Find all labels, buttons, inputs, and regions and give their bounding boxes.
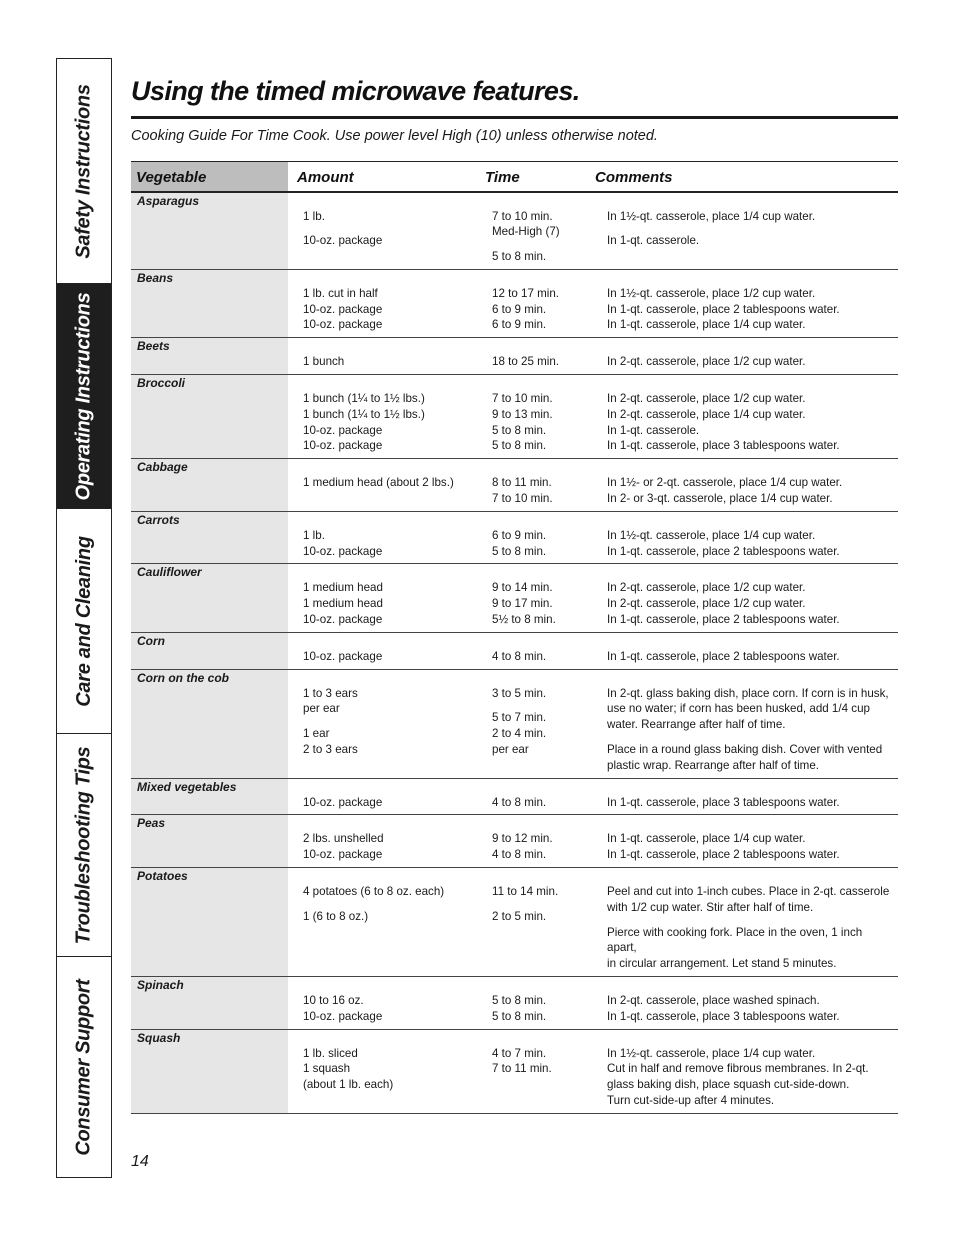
cooking-guide-table [131,161,898,1114]
table-row [131,564,898,632]
amount-line: 10-oz. package [303,795,383,809]
comments-line: In 1½-qt. casserole, place 1/4 cup water. [607,209,816,223]
comments-line: Cut in half and remove fibrous membranes. In 2-qt. [607,1062,869,1076]
time-line: 7 to 10 min. [492,392,553,406]
amount-cell [288,868,477,977]
amount-line: 2 to 3 ears [303,743,358,757]
vegetable-cell: Broccoli [131,375,288,459]
comments-cell [591,192,898,270]
comments-line: In 1-qt. casserole, place 2 tablespoons water. [607,544,840,558]
amount-line: 1 bunch (1¼ to 1½ lbs.) [303,407,425,421]
time-line: 4 to 8 min. [492,649,547,663]
vegetable-cell: Peas [131,815,288,868]
comments-line: In 2-qt. casserole, place 1/2 cup water. [607,355,806,369]
amount-line: 10-oz. package [303,649,383,663]
vegetable-cell: Mixed vegetables [131,778,288,815]
time-line: 7 to 10 min. [492,209,553,223]
time-line: 6 to 9 min. [492,318,547,332]
time-cell [477,459,591,512]
amount-cell [288,778,477,815]
amount-line: 1 lb. [303,209,325,223]
vegetable-cell: Beans [131,269,288,337]
tab-troubleshooting-tips[interactable] [57,734,111,957]
amount-cell [288,269,477,337]
amount-cell [288,977,477,1030]
comments-line: In 2- or 3-qt. casserole, place 1/4 cup water. [607,492,833,506]
table-row [131,192,898,270]
comments-cell [591,564,898,632]
amount-line: 10-oz. package [303,848,383,862]
comments-line: In 1-qt. casserole, place 3 tablespoons water. [607,795,840,809]
amount-cell [288,632,477,669]
comments-cell [591,977,898,1030]
time-line: 9 to 12 min. [492,832,553,846]
table-row [131,977,898,1030]
comments-line: In 1-qt. casserole. [607,234,700,248]
comments-cell [591,459,898,512]
amount-line: 10-oz. package [303,302,383,316]
amount-cell [288,1029,477,1113]
tab-label: Operating Instructions [72,292,95,500]
table-row [131,459,898,512]
table-row [131,778,898,815]
comments-cell [591,375,898,459]
comments-line: in circular arrangement. Let stand 5 minutes. [607,957,837,971]
table-row [131,669,898,778]
comments-line: In 2-qt. casserole, place washed spinach. [607,994,820,1007]
vegetable-cell: Cauliflower [131,564,288,632]
comments-cell [591,269,898,337]
vegetable-cell: Beets [131,338,288,375]
amount-cell [288,338,477,375]
time-line: 4 to 8 min. [492,848,547,862]
amount-cell [288,511,477,564]
amount-line: 10-oz. package [303,1009,383,1023]
time-line: 4 to 8 min. [492,795,547,809]
comments-line: In 1½- or 2-qt. casserole, place 1/4 cup water. [607,476,843,490]
comments-cell [591,868,898,977]
time-line: per ear [492,743,529,757]
tab-consumer-support[interactable] [57,957,111,1177]
comments-cell [591,669,898,778]
amount-line: 1 medium head (about 2 lbs.) [303,476,454,490]
comments-line: In 2-qt. glass baking dish, place corn. If corn is in husk, [607,686,889,700]
amount-line: 1 bunch (1¼ to 1½ lbs.) [303,392,425,406]
amount-cell [288,459,477,512]
comments-line: In 1-qt. casserole, place 2 tablespoons water. [607,649,840,663]
time-line: 5 to 8 min. [492,439,547,453]
column-header-time: Time [477,162,591,192]
amount-line: 10-oz. package [303,544,383,558]
table-row [131,868,898,977]
comments-line: Pierce with cooking fork. Place in the oven, 1 inch apart, [607,925,863,955]
amount-cell [288,815,477,868]
table-body [131,192,898,1114]
amount-line: (about 1 lb. each) [303,1078,394,1092]
time-line: 11 to 14 min. [492,885,559,899]
amount-line: 1 lb. [303,528,325,542]
vegetable-cell: Cabbage [131,459,288,512]
amount-line: per ear [303,702,340,716]
comments-line: Peel and cut into 1-inch cubes. Place in 2-qt. casserole [607,885,890,899]
comments-line: In 1-qt. casserole, place 2 tablespoons water. [607,848,840,862]
section-tabs [56,58,112,1178]
tab-label: Care and Cleaning [72,535,95,707]
time-cell [477,338,591,375]
time-line: 5 to 8 min. [492,423,547,437]
table-row [131,511,898,564]
comments-line: In 1½-qt. casserole, place 1/4 cup water. [607,1046,816,1060]
amount-line: 4 potatoes (6 to 8 oz. each) [303,885,445,899]
tab-operating-instructions[interactable] [57,284,111,509]
time-cell [477,564,591,632]
vegetable-cell: Asparagus [131,192,288,270]
amount-line: 10-oz. package [303,423,383,437]
comments-line: plastic wrap. Rearrange after half of time. [607,758,820,772]
vegetable-cell: Spinach [131,977,288,1030]
amount-line: 1 medium head [303,581,383,595]
comments-line: In 1-qt. casserole, place 3 tablespoons water. [607,1009,840,1023]
time-cell [477,511,591,564]
vegetable-cell: Potatoes [131,868,288,977]
column-header-comments: Comments [591,162,898,192]
vegetable-cell: Corn on the cob [131,669,288,778]
comments-line: In 1-qt. casserole. [607,423,700,437]
table-row [131,375,898,459]
time-line: 9 to 17 min. [492,597,553,611]
amount-line: 10-oz. package [303,318,383,332]
amount-cell [288,192,477,270]
time-line: 2 to 4 min. [492,727,547,741]
time-cell [477,632,591,669]
time-line: 5 to 8 min. [492,250,547,264]
vegetable-cell: Carrots [131,511,288,564]
vegetable-cell: Squash [131,1029,288,1113]
page-title: Using the timed microwave features. [131,76,580,106]
comments-line: In 2-qt. casserole, place 1/2 cup water. [607,392,806,406]
comments-line: In 1-qt. casserole, place 2 tablespoons water. [607,302,840,316]
time-cell [477,269,591,337]
tab-label: Consumer Support [72,978,95,1156]
time-line: 5½ to 8 min. [492,613,556,627]
comments-line: In 1-qt. casserole, place 1/4 cup water. [607,318,806,332]
time-cell [477,669,591,778]
table-row [131,632,898,669]
time-line: 3 to 5 min. [492,686,547,700]
tab-label: Safety Instructions [72,83,95,259]
time-line: 5 to 8 min. [492,1009,547,1023]
comments-cell [591,511,898,564]
time-line: 18 to 25 min. [492,355,560,369]
page-number: 14 [131,1153,149,1170]
comments-line: In 2-qt. casserole, place 1/2 cup water. [607,597,806,611]
comments-line: In 1-qt. casserole, place 2 tablespoons water. [607,613,840,627]
title-divider [131,116,898,119]
time-cell [477,192,591,270]
time-line: 2 to 5 min. [492,909,547,923]
comments-line: water. Rearrange after half of time. [607,718,786,732]
time-line: 8 to 11 min. [492,476,552,490]
time-line: 9 to 14 min. [492,581,553,595]
time-line: 6 to 9 min. [492,528,547,542]
time-line: 5 to 7 min. [492,711,547,725]
time-cell [477,375,591,459]
table-row [131,1029,898,1113]
time-cell [477,1029,591,1113]
time-line: Med-High (7) [492,225,560,239]
amount-line: 1 to 3 ears [303,686,358,700]
amount-line: 1 (6 to 8 oz.) [303,909,369,923]
amount-line: 1 bunch [303,355,345,369]
comments-line: In 1-qt. casserole, place 3 tablespoons water. [607,439,840,453]
table-row [131,815,898,868]
comments-cell [591,815,898,868]
comments-cell [591,338,898,375]
comments-line: In 1½-qt. casserole, place 1/4 cup water. [607,528,816,542]
amount-line: 1 medium head [303,597,383,611]
time-line: 9 to 13 min. [492,407,553,421]
table-row [131,269,898,337]
amount-line: 1 squash [303,1062,351,1076]
time-cell [477,778,591,815]
time-cell [477,868,591,977]
tab-safety-instructions[interactable] [57,59,111,284]
amount-line: 1 lb. cut in half [303,286,378,300]
comments-cell [591,778,898,815]
amount-line: 2 lbs. unshelled [303,832,384,846]
amount-line: 1 lb. sliced [303,1046,358,1060]
page-subtitle: Cooking Guide For Time Cook. Use power level High (10) unless otherwise noted. [131,128,658,144]
amount-line: 10-oz. package [303,234,383,248]
time-line: 4 to 7 min. [492,1046,547,1060]
table-row [131,338,898,375]
comments-line: Place in a round glass baking dish. Cover with vented [607,743,883,757]
comments-cell [591,1029,898,1113]
comments-line: with 1/2 cup water. Stir after half of time. [607,900,814,914]
amount-cell [288,669,477,778]
comments-line: Turn cut-side-up after 4 minutes. [607,1093,775,1107]
comments-line: In 1-qt. casserole, place 1/4 cup water. [607,832,806,846]
column-header-amount: Amount [288,162,477,192]
tab-care-and-cleaning[interactable] [57,509,111,734]
comments-line: In 2-qt. casserole, place 1/2 cup water. [607,581,806,595]
time-cell [477,815,591,868]
tab-label: Troubleshooting Tips [72,746,95,944]
amount-line: 10 to 16 oz. [303,994,364,1007]
amount-line: 10-oz. package [303,613,383,627]
time-line: 6 to 9 min. [492,302,547,316]
amount-line: 1 ear [303,727,330,741]
time-line: 7 to 11 min. [492,1062,552,1076]
comments-line: In 1½-qt. casserole, place 1/2 cup water. [607,286,816,300]
comments-line: In 2-qt. casserole, place 1/4 cup water. [607,407,806,421]
comments-line: use no water; if corn has been husked, add 1/4 cup [607,702,870,716]
comments-line: glass baking dish, place squash cut-side-down. [607,1078,850,1092]
comments-cell [591,632,898,669]
amount-cell [288,564,477,632]
amount-line: 10-oz. package [303,439,383,453]
vegetable-cell: Corn [131,632,288,669]
time-line: 7 to 10 min. [492,492,553,506]
time-cell [477,977,591,1030]
column-header-vegetable: Vegetable [131,162,288,192]
table-header-row [131,162,898,192]
time-line: 12 to 17 min. [492,286,560,300]
amount-cell [288,375,477,459]
time-line: 5 to 8 min. [492,994,547,1007]
time-line: 5 to 8 min. [492,544,547,558]
